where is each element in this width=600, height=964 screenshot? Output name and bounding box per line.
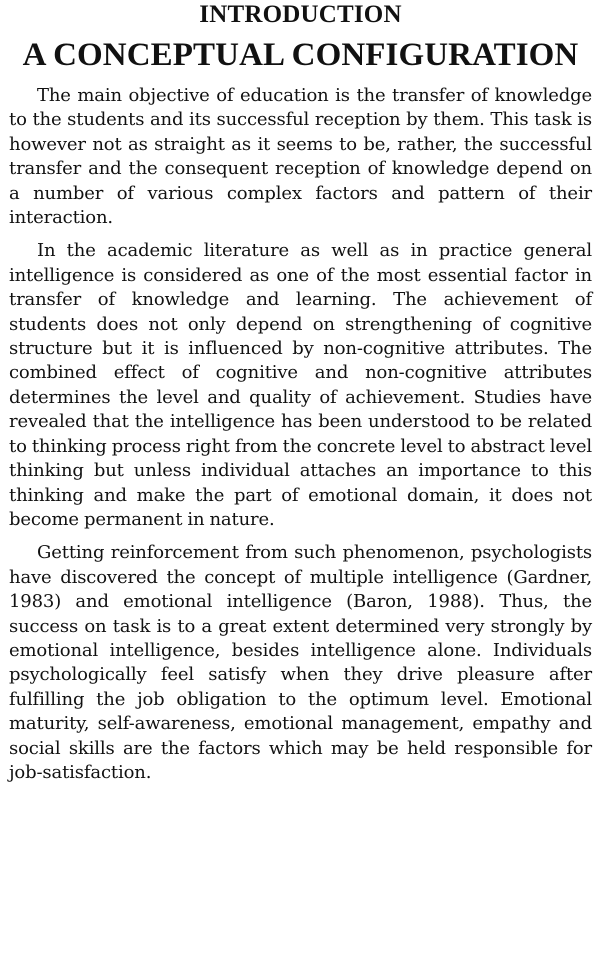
section-label: INTRODUCTION <box>199 1 402 28</box>
paragraph-2: In the academic literature as well as in practice general intelligence is considered as one of the most essential factor in transfer of knowledge and learning. The achievement of students does not only depend on strengthening of cognitive structure but it is influenced by non-cognitive attributes. The combined effect of cognitive and non-cognitive attributes determines the level and quality of achievement. Studies have revealed that the intelligence has been understood to be related to thinking process right from the concrete level to abstract level thinking but unless individual attaches an importance to this thinking and make the part of emotional domain, it does not become permanent in nature. <box>9 240 592 530</box>
page-title: A CONCEPTUAL CONFIGURATION <box>22 37 579 73</box>
paragraph-3: Getting reinforcement from such phenomenon, psychologists have discovered the concept of multiple intelligence (Gardner, 1983) and emotional intelligence (Baron, 1988). Thus, the success on task is to a great extent determined very strongly by emotional intelligence, besides intelligence alone. Individuals psychologically feel satisfy when they drive pleasure after fulfilling the job obligation to the optimum level. Emotional maturity, self-awareness, emotional management, empathy and social skills are the factors which may be held responsible for job-satisfaction. <box>9 542 592 783</box>
paragraph-1: The main objective of education is the transfer of knowledge to the students and its successful reception by them. This task is however not as straight as it seems to be, rather, the successful transfer and the consequent reception of knowledge depend on a number of various complex factors and pattern of their interaction. <box>9 85 592 229</box>
